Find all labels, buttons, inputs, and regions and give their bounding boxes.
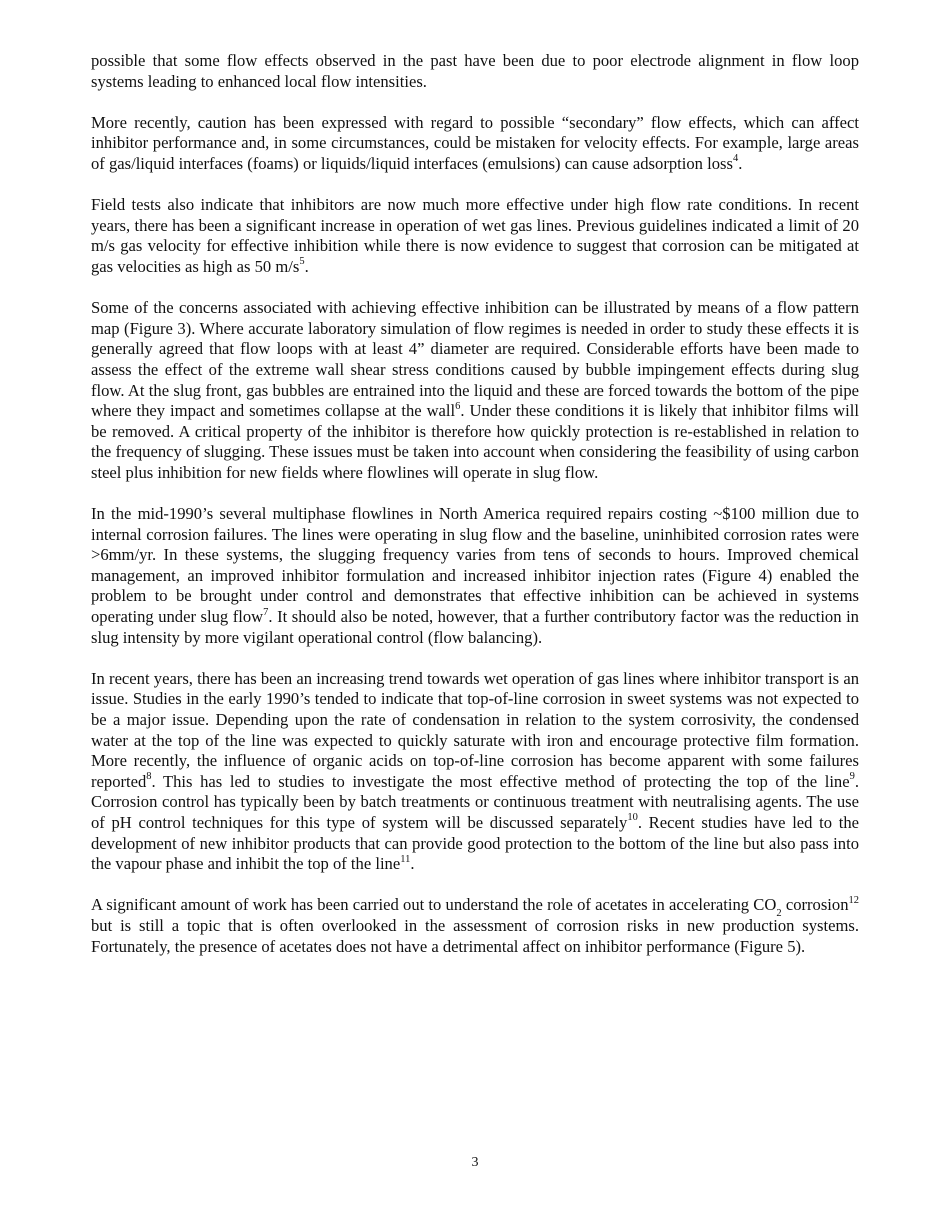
paragraph-text: corrosion bbox=[781, 895, 849, 915]
paragraph-text: . bbox=[304, 256, 309, 276]
paragraph-text: . bbox=[410, 854, 415, 874]
document-body bbox=[91, 51, 859, 978]
paragraph-text: Some of the concerns associated with achieving effective inhibition can be illustrated by means of a flow pattern map (Figure 3). Where accurate laboratory simulation of flow regimes is needed in order to study these effects it is generally agreed that flow loops with at least 4” diameter are required. Considerable efforts have been made to assess the effect of the extreme wall shear stress conditions caused by bubble impingement effects during slug flow. At the slug front, gas bubbles are entrained into the liquid and these are forced towards the bottom of the pipe where they impact and sometimes collapse at the wall bbox=[91, 298, 859, 421]
paragraph-text: . Recent studies have led to the development of new inhibitor products that can provide good protection to the bottom of the line but also pass into the vapour phase and inhibit the top of the line bbox=[91, 812, 859, 874]
paragraph-text: possible that some flow effects observed in the past have been due to poor electrode alignment in flow loop systems leading to enhanced local flow intensities. bbox=[91, 51, 859, 91]
paragraph-text: . This has led to studies to investigate the most effective method of protecting the top of the line bbox=[151, 771, 850, 791]
paragraph bbox=[91, 195, 859, 277]
paragraph-text: In recent years, there has been an increasing trend towards wet operation of gas lines where inhibitor transport is an issue. Studies in the early 1990’s tended to indicate that top-of-line corrosion in sweet systems was not expected to be a major issue. Depending upon the rate of condensation in relation to the system corrosivity, the condensed water at the top of the line was expected to quickly saturate with iron and encourage protective film formation. More recently, the influence of organic acids on top-of-line corrosion has become apparent with some failures reported bbox=[91, 668, 859, 791]
paragraph-text: . It should also be noted, however, that a further contributory factor was the reduction in slug intensity by more vigilant operational control (flow balancing). bbox=[91, 607, 859, 647]
paragraph bbox=[91, 895, 859, 957]
chemical-subscript: 2 bbox=[776, 907, 782, 919]
paragraph-text: . Under these conditions it is likely that inhibitor films will be removed. A critical property of the inhibitor is therefore how quickly protection is re-established in relation to the frequency of slugging. These issues must be taken into account when considering the feasibility of using carbon steel plus inhibition for new fields where flowlines will operate in slug flow. bbox=[91, 401, 860, 482]
footnote-reference: 7 bbox=[263, 606, 269, 618]
footnote-reference: 6 bbox=[455, 400, 461, 412]
footnote-reference: 10 bbox=[627, 812, 638, 824]
footnote-reference: 11 bbox=[400, 853, 411, 865]
paragraph bbox=[91, 113, 859, 175]
paragraph bbox=[91, 51, 859, 92]
paragraph-text: In the mid-1990’s several multiphase flowlines in North America required repairs costing ~$100 million due to internal corrosion failures. The lines were operating in slug flow and the baseline, uninhibited corrosion rates were >6mm/yr. In these systems, the slugging frequency varies from tens of seconds to hours. Improved chemical management, an improved inhibitor formulation and increased inhibitor injection rates (Figure 4) enabled the problem to be brought under control and demonstrates that effective inhibition can be achieved in systems operating under slug flow bbox=[91, 504, 859, 627]
footnote-reference: 4 bbox=[732, 153, 739, 165]
paragraph-text: . Corrosion control has typically been by batch treatments or continuous treatment with neutralising agents. The use of pH control techniques for this type of system will be discussed separately bbox=[91, 771, 859, 832]
paragraph bbox=[91, 298, 859, 483]
paragraph-text: A significant amount of work has been carried out to understand the role of acetates in accelerating CO bbox=[91, 895, 777, 915]
paragraph-text: . bbox=[738, 153, 743, 173]
footnote-reference: 5 bbox=[299, 256, 305, 268]
paragraph-text: Field tests also indicate that inhibitors are now much more effective under high flow rate conditions. In recent years, there has been a significant increase in operation of wet gas lines. Previous guidelines indicated a limit of 20 m/s gas velocity for effective inhibition while there is now evidence to suggest that corrosion can be mitigated at gas velocities as high as 50 m/s bbox=[91, 195, 859, 276]
footnote-reference: 12 bbox=[848, 894, 859, 906]
footnote-reference: 8 bbox=[146, 771, 152, 783]
paragraph-text: but is still a topic that is often overlooked in the assessment of corrosion risks in new production systems. Fortunately, the presence of acetates does not have a detrimental affect on inhibitor performance (Figure 5). bbox=[91, 915, 859, 956]
page-number: 3 bbox=[471, 1155, 479, 1170]
footnote-reference: 9 bbox=[849, 771, 855, 783]
paragraph bbox=[91, 504, 859, 648]
paragraph-text: More recently, caution has been expressed with regard to possible “secondary” flow effects, which can affect inhibitor performance and, in some circumstances, could be mistaken for velocity effects. For example, large areas of gas/liquid interfaces (foams) or liquids/liquid interfaces (emulsions) can cause adsorption loss bbox=[91, 112, 859, 173]
paragraph bbox=[91, 669, 859, 875]
